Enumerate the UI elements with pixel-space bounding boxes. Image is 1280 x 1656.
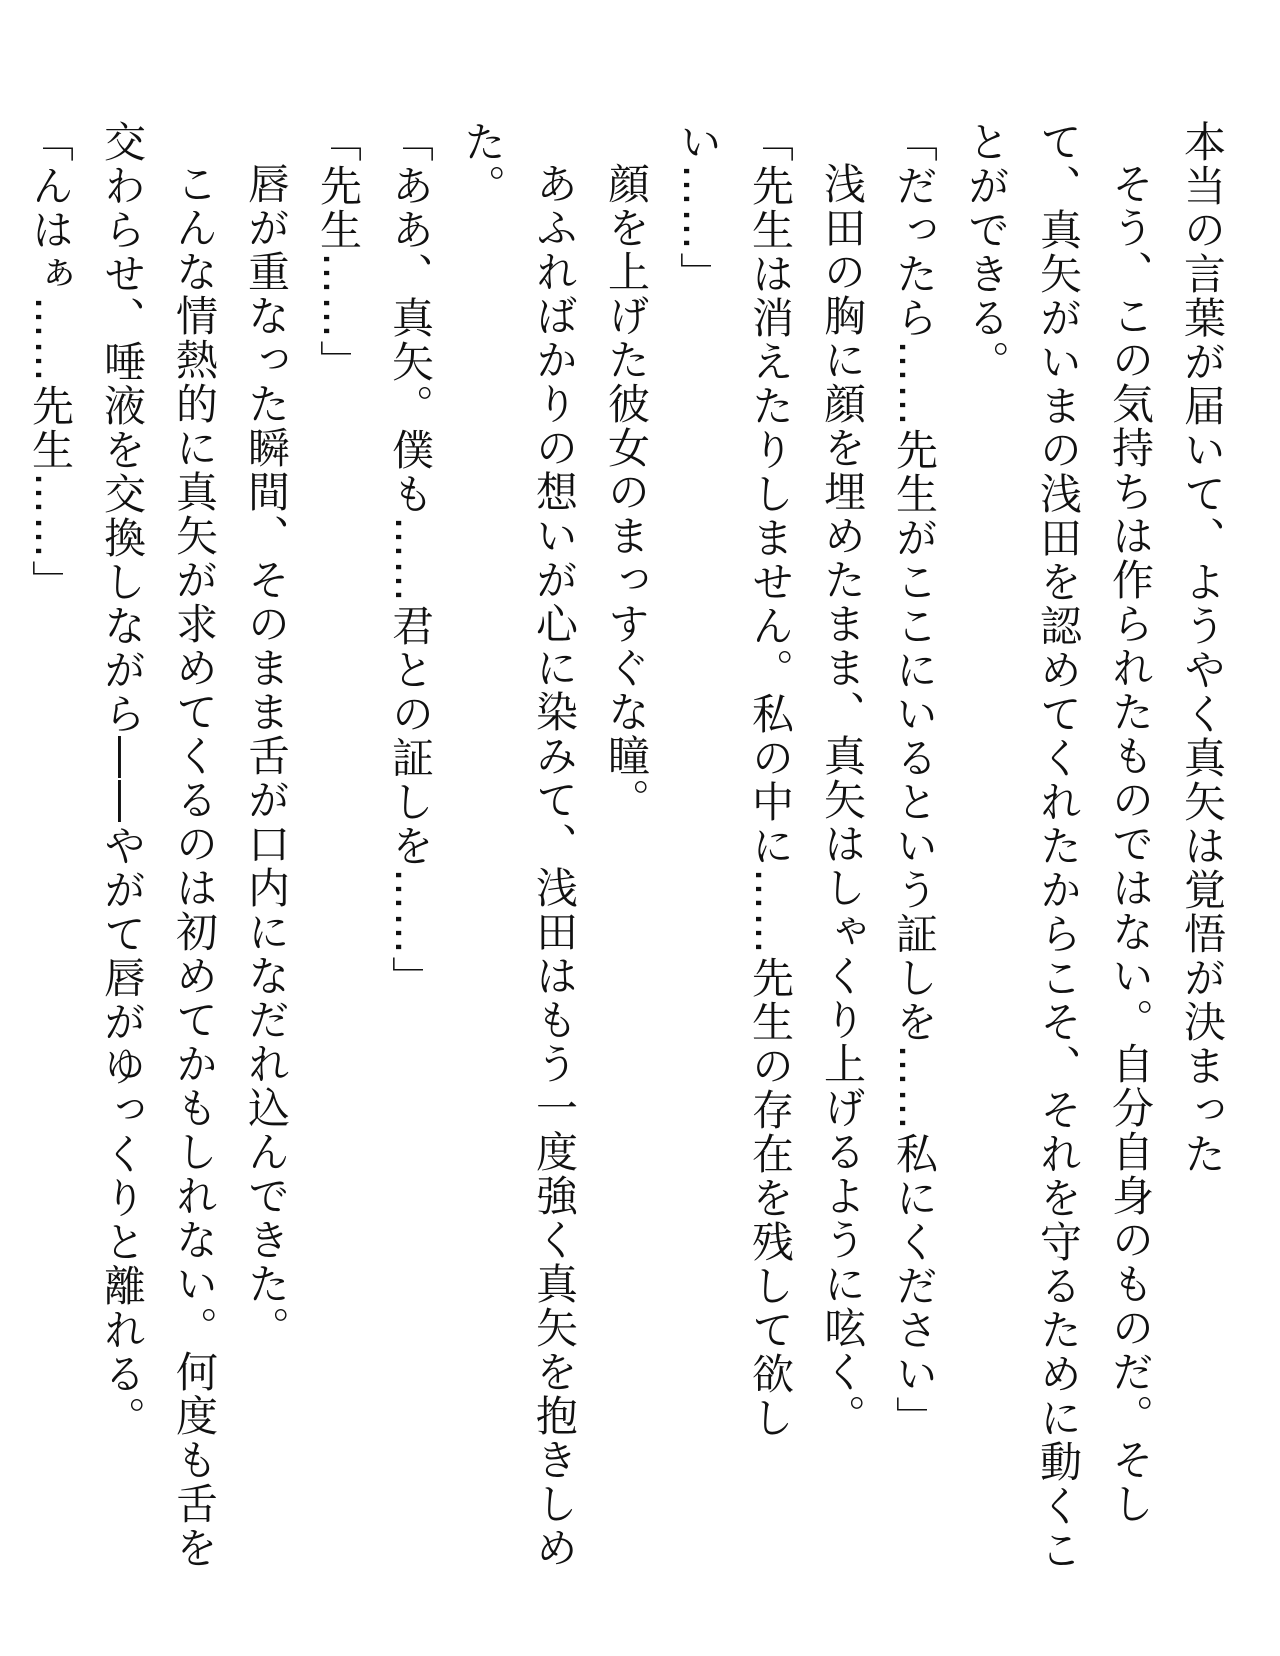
dialogue-line: 「先生……」 [314, 120, 363, 384]
dialogue-line: 「ああ、真矢。僕も……君との証しを……」 [386, 120, 435, 1000]
paragraph: そう、この気持ちは作られたものではない。自分自身のものだ。そして、真矢がいまの浅田を認めてくれたからこそ、それを守るために動くことができる。 [962, 120, 1155, 1572]
dialogue-line: 「先生は消えたりしません。私の中に……先生の存在を残して欲しい……」 [674, 120, 795, 1440]
paragraph: 浅田の胸に顔を埋めたまま、真矢はしゃくり上げるように呟く。 [818, 162, 867, 1438]
paragraph: 顔を上げた彼女のまっすぐな瞳。 [602, 162, 651, 822]
vertical-text-body [14, 120, 1238, 1590]
paragraph-partial-top: 本当の言葉が届いて、ようやく真矢は覚悟が決まった [1178, 120, 1227, 1176]
paragraph: こんな情熱的に真矢が求めてくるのは初めてかもしれない。何度も舌を交わらせ、唾液を交換しながら――やがて唇がゆっくりと離れる。 [98, 120, 219, 1570]
dialogue-line: 「だったら……先生がここにいるという証しを……私にください」 [890, 120, 939, 1440]
paragraph: 唇が重なった瞬間、そのまま舌が口内になだれ込んできた。 [242, 162, 291, 1350]
dialogue-line-partial: 「んはぁ……先生……」 [26, 120, 75, 604]
paragraph: あふればかりの想いが心に染みて、浅田はもう一度強く真矢を抱きしめた。 [458, 120, 579, 1570]
